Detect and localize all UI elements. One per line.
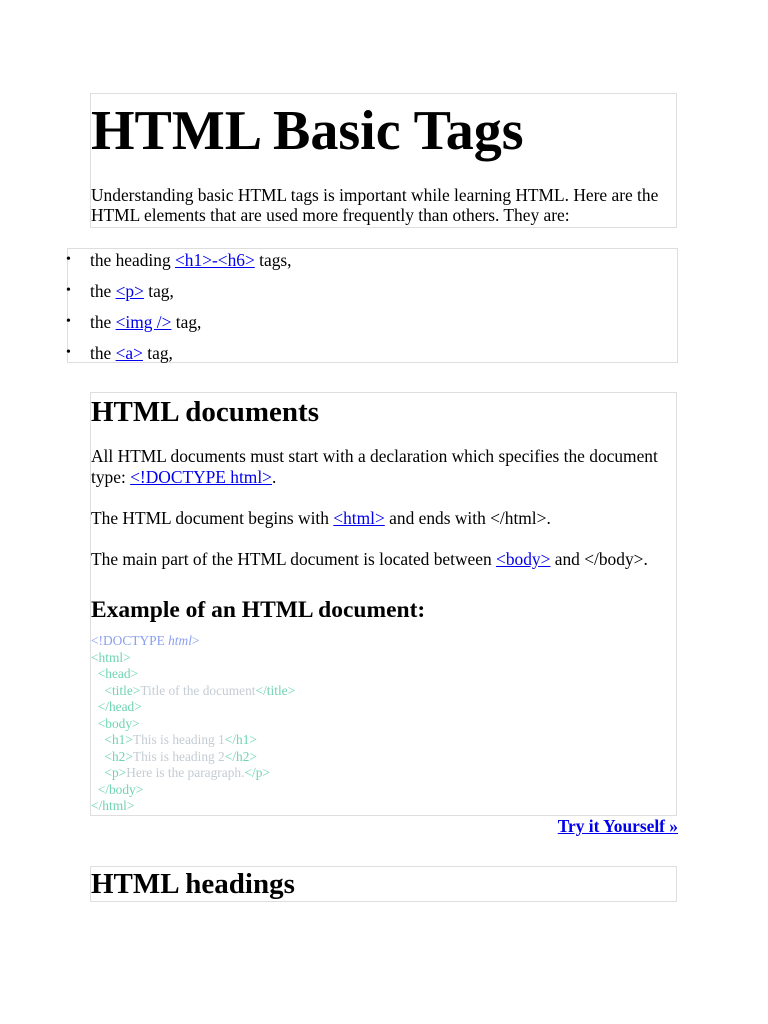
code-tag: </h1> <box>224 732 257 747</box>
list-item-suffix: tag, <box>142 343 173 363</box>
html-tag-text-end: and ends with </html>. <box>384 508 551 528</box>
intro-paragraph: Understanding basic HTML tags is important while learning HTML. Here are the HTML elements that are used more frequently than others. They are: <box>91 185 659 225</box>
list-item-prefix: the <box>90 312 116 332</box>
list-item-prefix: the <box>90 343 116 363</box>
a-tag-link[interactable]: <a> <box>115 343 143 363</box>
html-tag-link[interactable]: <html> <box>333 508 385 528</box>
page-title: HTML Basic Tags <box>91 100 524 162</box>
doctype-text: All HTML documents must start with a declaration which specifies the document type: <box>91 446 658 487</box>
code-example <box>91 633 295 815</box>
list-item-prefix: the <box>90 281 116 301</box>
code-tag: <h1> <box>104 732 133 747</box>
code-tag: </p> <box>244 765 270 780</box>
code-tag: <title> <box>104 682 141 698</box>
heading-tags-link[interactable]: <h1>-<h6> <box>175 250 255 270</box>
body-tag-text: The main part of the HTML document is located between <box>91 549 497 569</box>
code-doctype-end: > <box>191 633 200 648</box>
code-tag: <p> <box>104 765 127 780</box>
headings-heading: HTML headings <box>91 868 295 900</box>
code-text: This is heading 1 <box>132 732 225 747</box>
doctype-paragraph <box>91 446 676 488</box>
code-tag: <html> <box>91 649 131 665</box>
list-item <box>66 311 202 333</box>
code-tag: </h2> <box>224 748 257 764</box>
try-it-yourself-link[interactable]: Try it Yourself » <box>557 816 678 836</box>
doctype-text-end: . <box>271 467 277 487</box>
code-tag: </html> <box>91 798 135 813</box>
code-doctype: <!DOCTYPE <box>91 633 169 648</box>
body-tag-text-end: and </body>. <box>550 549 648 569</box>
code-tag: </body> <box>97 781 144 797</box>
code-text: This is heading 2 <box>132 748 225 764</box>
body-tag-link[interactable]: <body> <box>496 549 551 569</box>
list-item <box>66 280 174 302</box>
code-tag: <h2> <box>104 748 133 764</box>
body-tag-paragraph <box>91 549 676 570</box>
bullet-icon: • <box>66 345 71 360</box>
bullet-icon: • <box>66 252 71 267</box>
bullet-icon: • <box>66 283 71 298</box>
headings-section <box>90 866 677 902</box>
html-tag-paragraph <box>91 508 676 529</box>
doctype-link[interactable]: <!DOCTYPE html> <box>130 467 272 487</box>
code-tag: </title> <box>255 682 296 698</box>
code-text: Title of the document <box>140 682 256 698</box>
list-item-suffix: tag, <box>171 312 202 332</box>
code-text: Here is the paragraph. <box>126 765 245 780</box>
documents-heading: HTML documents <box>91 396 319 428</box>
list-item <box>66 342 173 364</box>
code-tag: <head> <box>97 666 139 681</box>
list-item <box>66 249 292 271</box>
list-item-suffix: tag, <box>143 281 174 301</box>
p-tag-link[interactable]: <p> <box>115 281 144 301</box>
list-item-prefix: the heading <box>90 250 175 270</box>
tag-list <box>67 248 678 363</box>
code-tag: <body> <box>97 715 140 731</box>
list-item-suffix: tags, <box>254 250 292 270</box>
img-tag-link[interactable]: <img /> <box>115 312 172 332</box>
intro-section <box>90 93 677 228</box>
code-tag: </head> <box>97 699 142 714</box>
code-doctype-keyword: html <box>168 633 192 648</box>
example-heading: Example of an HTML document: <box>91 597 426 623</box>
documents-section <box>90 392 677 816</box>
html-tag-text: The HTML document begins with <box>91 508 334 528</box>
bullet-icon: • <box>66 314 71 329</box>
